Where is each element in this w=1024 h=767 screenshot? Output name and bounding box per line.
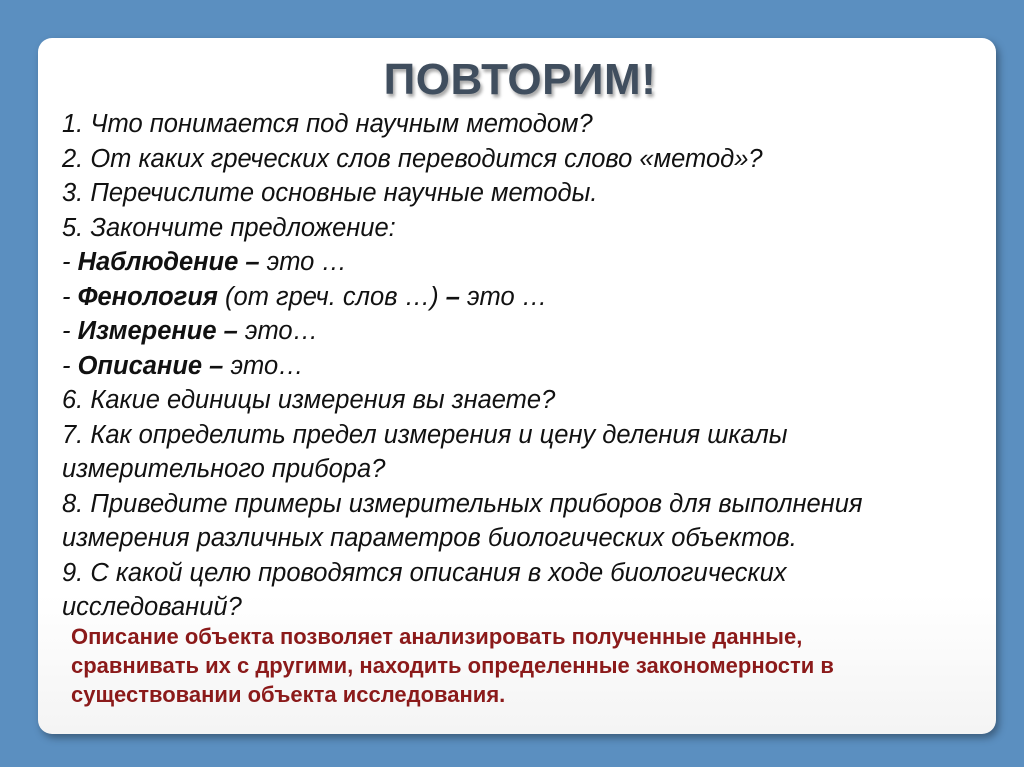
definition-measurement [62, 314, 982, 349]
definition-term: Наблюдение – [77, 248, 260, 276]
question-7-line-1: 7. Как определить предел измерения и цену деления шкалы [62, 420, 788, 449]
answer-line-1: Описание объекта позволяет анализировать полученные данные, [71, 624, 803, 649]
definition-description [62, 349, 982, 384]
question-2: 2. От каких греческих слов переводится слово «метод»? [62, 144, 763, 173]
slide-title: ПОВТОРИМ! [383, 55, 657, 104]
question-1: 1. Что понимается под научным методом? [62, 110, 593, 138]
definition-rest: это … [459, 282, 548, 311]
definition-phenology [62, 280, 982, 315]
answer-line-2: сравнивать их с другими, находить определенные закономерности в [71, 653, 834, 678]
question-8-line-2: измерения различных параметров биологических объектов. [62, 524, 797, 552]
definition-term: Описание – [77, 351, 224, 380]
definition-rest: это … [259, 248, 347, 276]
questions-list [62, 107, 982, 625]
definition-prefix: - [62, 351, 78, 380]
definition-prefix: - [62, 248, 78, 276]
definition-observation [62, 245, 982, 280]
definition-middle: (от греч. слов …) [217, 282, 446, 311]
definition-prefix: - [62, 282, 78, 311]
definition-term: Фенология [77, 282, 218, 311]
answer-line-3: существовании объекта исследования. [71, 682, 506, 707]
question-9-line-1: 9. С какой целю проводятся описания в ходе биологических [62, 558, 787, 587]
definition-term: Измерение – [77, 317, 238, 345]
question-6: 6. Какие единицы измерения вы знаете? [62, 386, 556, 414]
answer-text [71, 622, 981, 709]
definition-prefix: - [62, 317, 78, 345]
question-3: 3. Перечислите основные научные методы. [62, 179, 598, 207]
definition-dash: – [445, 282, 460, 311]
question-8-line-1: 8. Приведите примеры измерительных приборов для выполнения [62, 489, 863, 518]
definition-rest: это… [237, 317, 319, 345]
question-9-line-2: исследований? [62, 593, 242, 621]
question-5: 5. Закончите предложение: [62, 213, 396, 242]
question-7-line-2: измерительного прибора? [62, 455, 386, 483]
definition-rest: это… [223, 351, 304, 380]
